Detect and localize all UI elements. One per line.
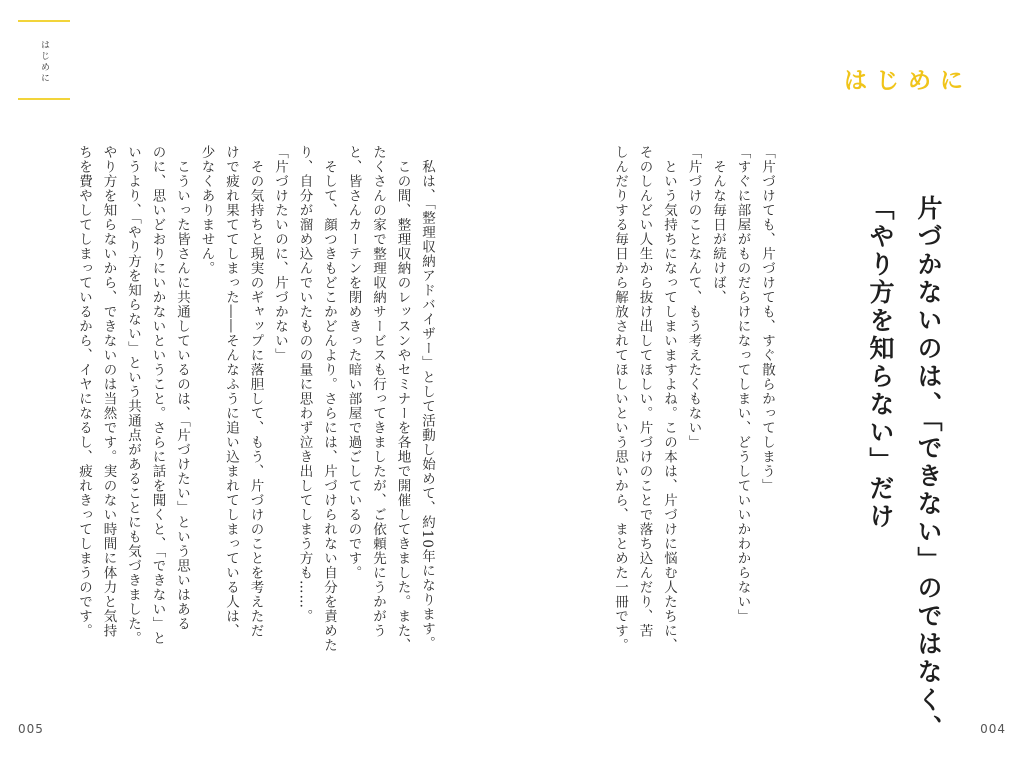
running-head: はじめに	[39, 40, 49, 84]
left-page-body: 私は、「整理収納アドバイザー」として活動し始めて、約10年になります。 この間、整理収納のレッスンやセミナーを各地で開催してきました。また、 たくさんの家で整理収納サービスも行ってきましたが、ご依頼先にうかがう と、皆さんカーテンを閉めきった暗い部屋で過ごしているのです。 そして、顔つきもどこかどんより。さらには、片づけられない自分を責めた り、自分が溜め込んでいたものの量に思わず泣き出してしまう方も……。 「片づけたいのに、片づかない」 その気持ちと現実のギャップに落胆して、もう、片づけのことを考えただ けで疲れ果ててしまった――そんなふうに追い込まれてしまっている人は、 少なくありません。 こういった皆さんに共通しているのは、「片づけたい」という思いはある のに、思いどおりにいかないということ。さらに話を聞くと、「できない」と いうより、「やり方を知らない」という共通点があることにも気づきました。 やり方を知らないから、できないのは当然です。実のない時間に体力と気持 ちを費やしてしまっているから、イヤになるし、疲れきってしまうのです。	[76, 145, 435, 653]
page-number-left: 005	[18, 722, 44, 736]
headline: 片づかないのは、「できない」のではなく、 「やり方を知らない」だけ	[866, 195, 943, 743]
right-page-body: 「片づけても、片づけても、すぐ散らかってしまう」 「すぐに部屋がものだらけになってしまい、どうしていいかわからない」 そんな毎日が続けば、 「片づけのことなんて、もう考えたくもない」 という気持ちになってしまいますよね。この本は、片づけに悩む人たちに、 そのしんどい人生から抜け出してほしい。片づけのことで落ち込んだり、苦 しんだりする毎日から解放されてほしいという思いから、まとめた一冊です。	[612, 145, 775, 653]
header-rule-top	[18, 20, 70, 22]
header-rule-bottom	[18, 98, 70, 100]
page-number-right: 004	[980, 722, 1006, 736]
chapter-title: はじめに	[844, 68, 972, 94]
